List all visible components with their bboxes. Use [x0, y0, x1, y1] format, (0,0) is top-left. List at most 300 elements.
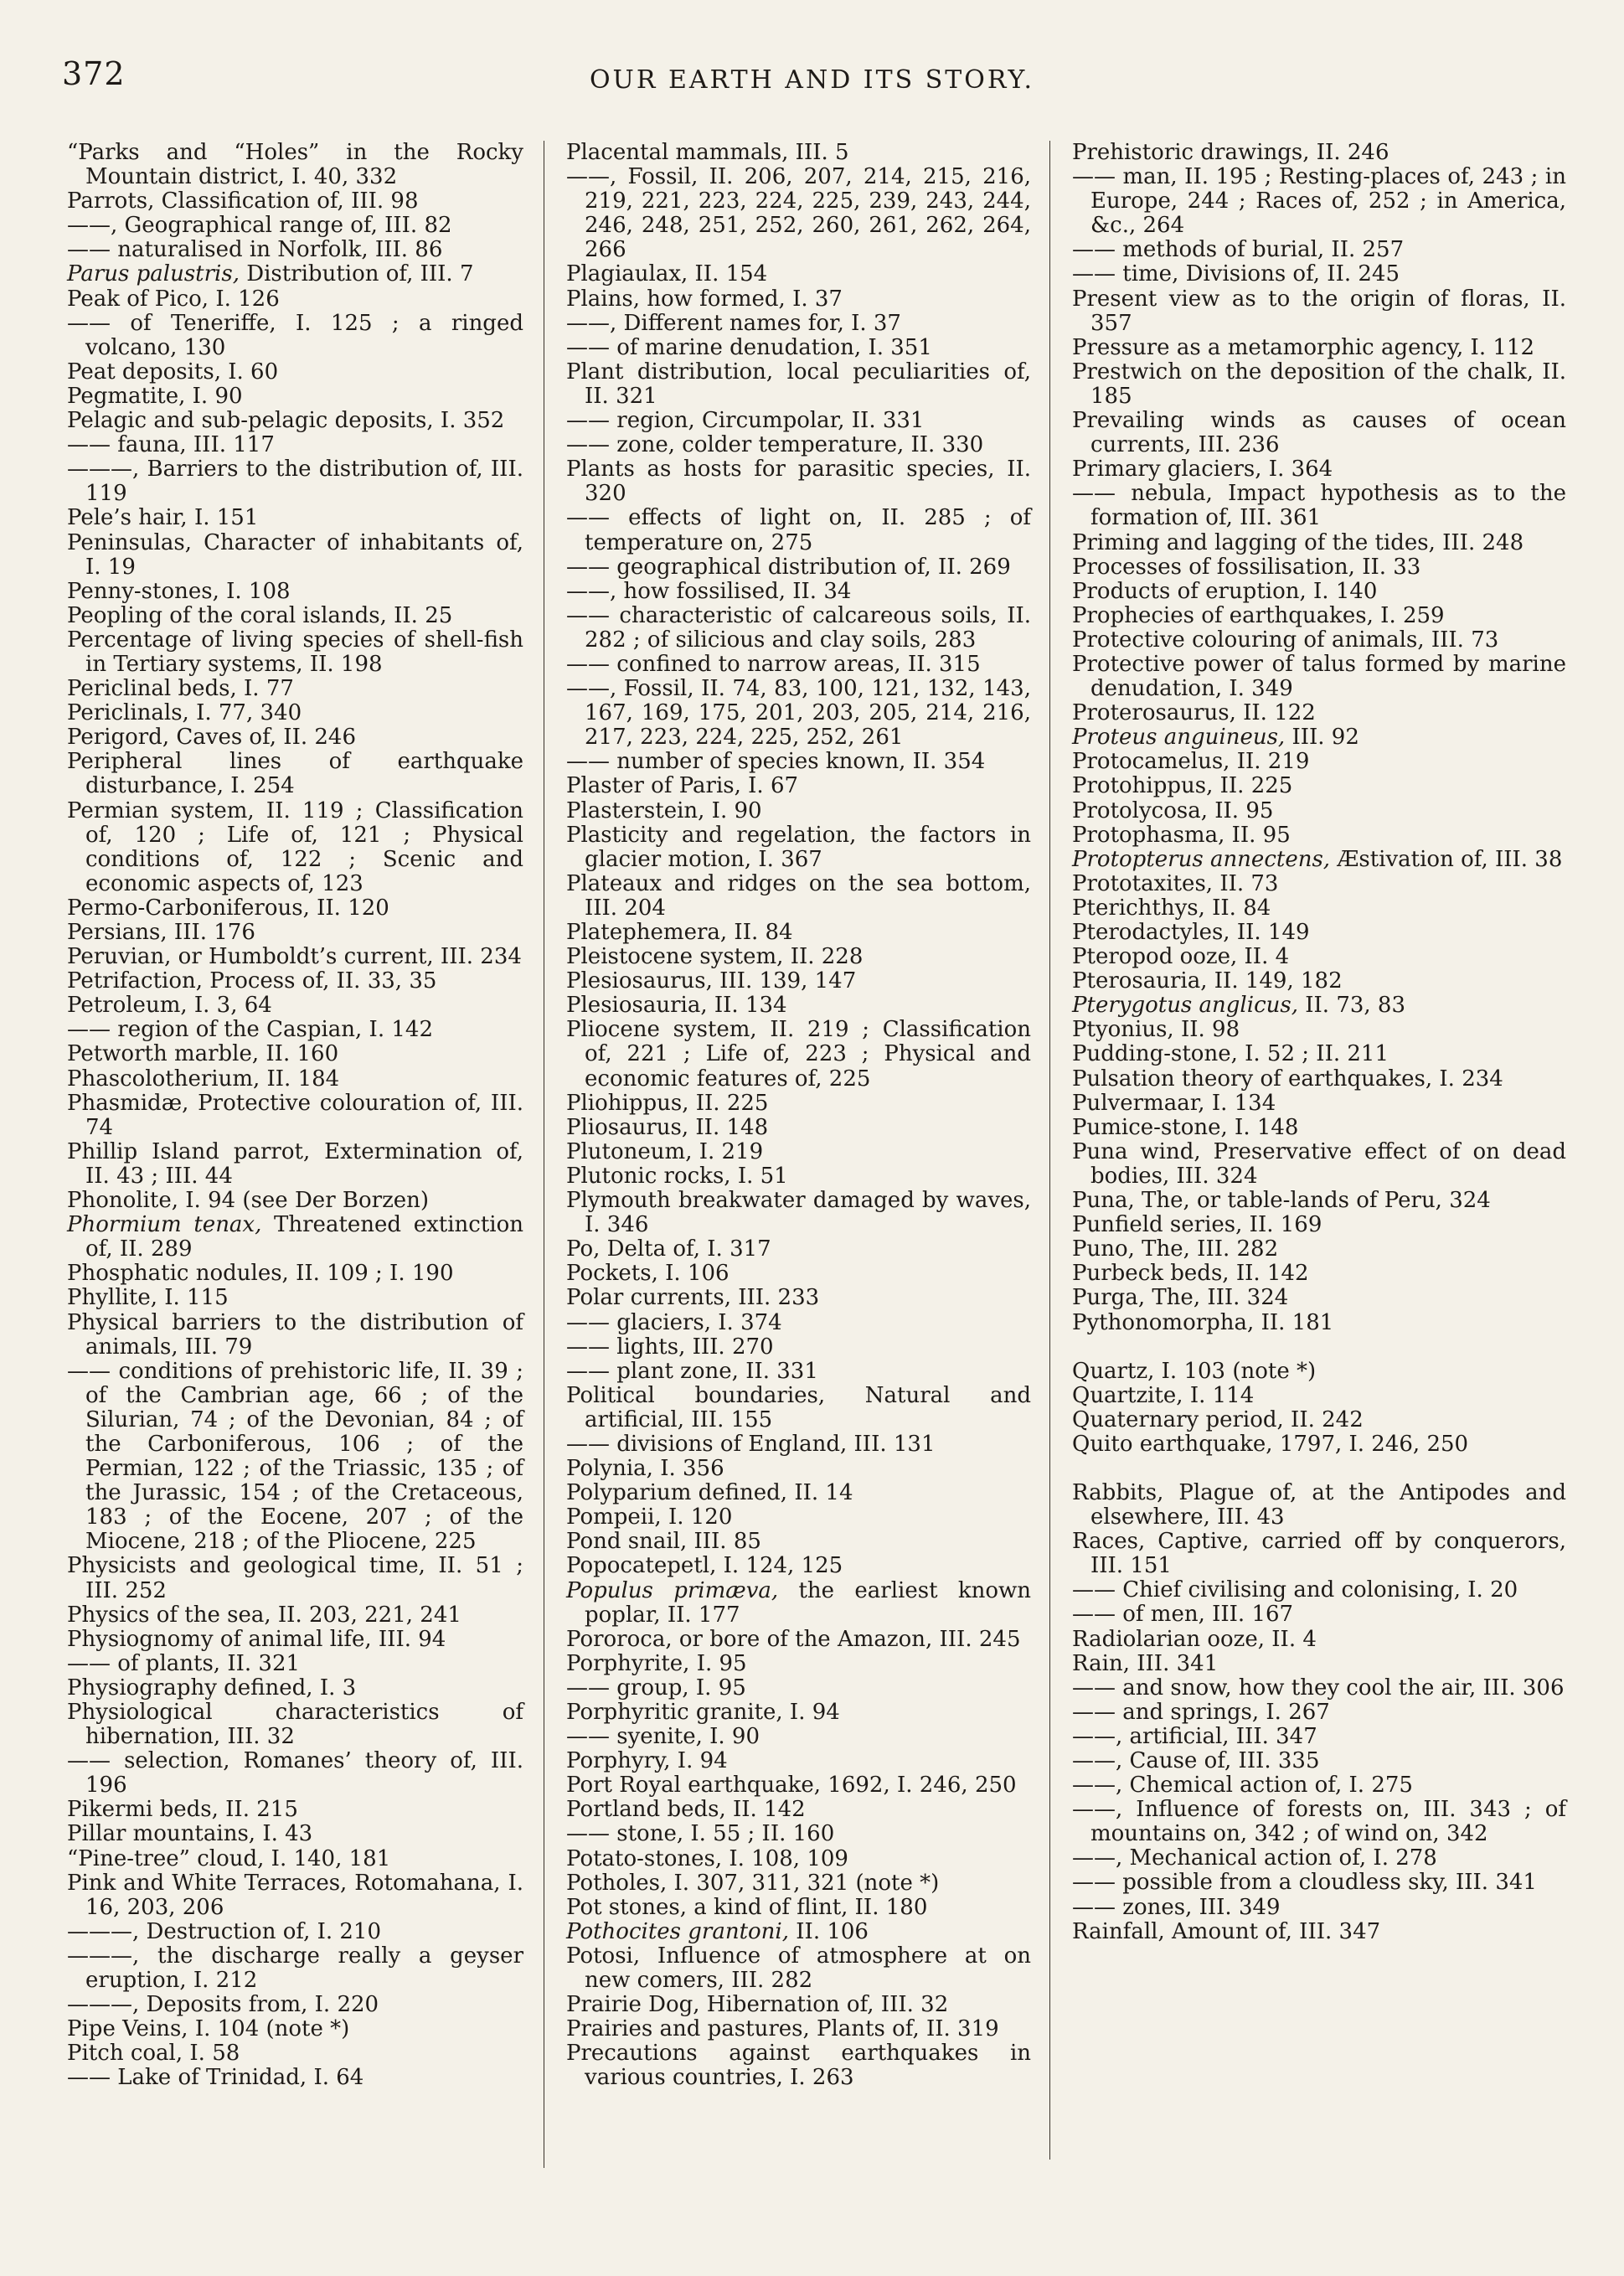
entry-text: Porphyry, I. 94 [566, 1748, 728, 1774]
index-entry [1072, 1311, 1566, 1335]
index-entry [1072, 1846, 1566, 1871]
index-entry [566, 1822, 1031, 1846]
index-entry [566, 409, 1031, 433]
entry-text: Phonolite, I. 94 (see Der Borzen) [67, 1188, 430, 1214]
entry-text: ——, Mechanical action of, I. 278 [1072, 1845, 1437, 1871]
index-entry [67, 921, 523, 945]
index-entry [566, 1116, 1031, 1140]
index-entry [1072, 336, 1566, 360]
entry-text: Potosi, Influence of atmosphere at on new comers, III. 282 [566, 1943, 1031, 1994]
entry-text: Polar currents, III. 233 [566, 1285, 820, 1311]
index-entry [1072, 580, 1566, 604]
entry-text: —— and springs, I. 267 [1072, 1699, 1330, 1725]
index-entry [1072, 1092, 1566, 1116]
index-entry [1072, 896, 1566, 921]
entry-text: —— Lake of Trinidad, I. 64 [67, 2065, 364, 2091]
index-entry [566, 2041, 1031, 2090]
index-entry [1072, 993, 1566, 1018]
index-entry [67, 384, 523, 409]
entry-text: Phillip Island parrot, Extermination of, II. 43 ; III. 44 [67, 1138, 523, 1189]
entry-text: Peninsulas, Character of inhabitants of, I. 19 [67, 529, 523, 580]
entry-text: III. 92 [1285, 725, 1359, 751]
entry-text: Puna, The, or table-lands of Peru, 324 [1072, 1188, 1491, 1214]
entry-text: ——, Influence of forests on, III. 343 ; of mountains on, 342 ; of wind on, 342 [1072, 1797, 1566, 1847]
index-entry [67, 189, 523, 214]
index-entry [566, 1262, 1031, 1286]
index-entry [566, 1189, 1031, 1237]
index-entry [566, 360, 1031, 409]
entry-text: —— selection, Romanes’ theory of, III. 196 [67, 1748, 523, 1799]
entry-text: —— naturalised in Norfolk, III. 86 [67, 237, 443, 263]
index-entry [1072, 628, 1566, 653]
index-entry [67, 1262, 523, 1286]
entry-text: Present view as to the origin of floras, II. 357 [1072, 286, 1566, 336]
entry-text: Proterosaurus, II. 122 [1072, 700, 1316, 726]
index-entry [67, 360, 523, 384]
index-entry [566, 1018, 1031, 1091]
entry-text: Physics of the sea, II. 203, 221, 241 [67, 1602, 461, 1628]
index-entry [566, 1554, 1031, 1578]
entry-text: Quartzite, I. 114 [1072, 1382, 1255, 1408]
entry-text: —— lights, III. 270 [566, 1334, 774, 1360]
index-entry [1072, 1262, 1566, 1286]
entry-text: Purbeck beds, II. 142 [1072, 1261, 1309, 1287]
entry-text: —— of men, III. 167 [1072, 1602, 1294, 1628]
index-entry [67, 457, 523, 506]
index-entry [566, 653, 1031, 677]
entry-text: —— region, Circumpolar, II. 331 [566, 408, 925, 434]
index-entry [67, 1871, 523, 1920]
index-entry [566, 165, 1031, 262]
page-number: 372 [62, 55, 126, 92]
index-entry [566, 1360, 1031, 1384]
index-entry [566, 1701, 1031, 1725]
entry-text: Physicists and geological time, II. 51 ; III. 252 [67, 1553, 523, 1603]
index-entry [1072, 774, 1566, 798]
index-entry [67, 580, 523, 604]
entry-text: —— stone, I. 55 ; II. 160 [566, 1821, 835, 1847]
entry-text: Quito earthquake, 1797, I. 246, 250 [1072, 1431, 1469, 1457]
index-entry [1072, 1042, 1566, 1066]
index-entry [1072, 262, 1566, 286]
entry-text: —— syenite, I. 90 [566, 1724, 760, 1750]
entry-text: ——, Fossil, II. 206, 207, 214, 215, 216, 219, 221, 223, 224, 225, 239, 243, 244, 246, 248, 251, 252, 260, 261, 262, 264, 266 [566, 164, 1031, 263]
index-entry [67, 677, 523, 701]
entry-text: Petroleum, I. 3, 64 [67, 993, 272, 1019]
index-entry [1072, 1360, 1566, 1384]
index-entry [1072, 1920, 1566, 1944]
index-entry [566, 969, 1031, 993]
entry-text: Protophasma, II. 95 [1072, 822, 1291, 848]
entry-text: Protective colouring of animals, III. 73 [1072, 627, 1499, 653]
index-entry [566, 1311, 1031, 1335]
index-entry [1072, 872, 1566, 896]
index-entry [1072, 1652, 1566, 1676]
index-entry [67, 1847, 523, 1871]
entry-text: —— methods of burial, II. 257 [1072, 237, 1405, 263]
entry-text: Pink and White Terraces, Rotomahana, I. 16, 203, 206 [67, 1870, 523, 1920]
index-entry [566, 1725, 1031, 1749]
entry-text: —— conditions of prehistoric life, II. 39 ; of the Cambrian age, 66 ; of the Silurian, 74 ; of the Devonian, 84 ; of the Carboniferous, 106 ; of the Permian, 122 ; of the Triassic, 135 ; of the Jurassic, 154 ; of the Cretaceous, 183 ; of the Eocene, 207 ; of the Miocene, 218 ; of the Pliocene, 225 [67, 1358, 523, 1555]
entry-text: Protocamelus, II. 219 [1072, 749, 1310, 775]
index-entry [1072, 1237, 1566, 1262]
index-entry [566, 1652, 1031, 1676]
index-entry [566, 1457, 1031, 1481]
entry-italic-term: Pothocites grantoni, [566, 1918, 790, 1944]
entry-text: ——, artificial, III. 347 [1072, 1723, 1317, 1749]
entry-text: ———, Deposits from, I. 220 [67, 1992, 379, 2018]
index-entry [566, 799, 1031, 823]
entry-text: Polyparium defined, II. 14 [566, 1480, 853, 1506]
index-entry [67, 1944, 523, 1993]
index-column-1 [67, 141, 523, 2091]
entry-text: Pillar mountains, I. 43 [67, 1821, 313, 1847]
entry-text: ——, Chemical action of, I. 275 [1072, 1773, 1413, 1799]
entry-text: Prehistoric drawings, II. 246 [1072, 140, 1389, 165]
entry-text: Pressure as a metamorphic agency, I. 112 [1072, 334, 1534, 360]
entry-text: Peat deposits, I. 60 [67, 359, 279, 384]
index-entry [566, 1384, 1031, 1432]
index-entry [1072, 1189, 1566, 1213]
index-entry [67, 1822, 523, 1846]
index-entry [1072, 1140, 1566, 1189]
entry-text: the earliest known poplar, II. 177 [585, 1577, 1031, 1628]
index-entry [566, 604, 1031, 653]
entry-text: Prototaxites, II. 73 [1072, 870, 1279, 896]
index-column-2 [566, 141, 1031, 2091]
index-entry [566, 287, 1031, 312]
entry-text: Persians, III. 176 [67, 920, 255, 945]
entry-text: Petrifaction, Process of, II. 33, 35 [67, 968, 437, 994]
entry-text: Prevailing winds as causes of ocean currents, III. 236 [1072, 408, 1566, 458]
entry-text: —— effects of light on, II. 285 ; of temperature on, 275 [566, 505, 1031, 555]
index-entry [566, 506, 1031, 555]
index-entry [1072, 921, 1566, 945]
index-entry [1072, 1602, 1566, 1627]
entry-text: II. 106 [789, 1918, 869, 1944]
index-entry [1072, 799, 1566, 823]
index-entry [1072, 701, 1566, 725]
entry-text: ——, Geographical range of, III. 82 [67, 213, 452, 239]
entry-text: Prairie Dog, Hibernation of, III. 32 [566, 1992, 949, 2018]
index-entry [1072, 750, 1566, 774]
index-entry [1072, 409, 1566, 457]
entry-text: —— of plants, II. 321 [67, 1650, 301, 1676]
index-entry [67, 433, 523, 457]
entry-text: Phascolotherium, II. 184 [67, 1066, 340, 1092]
entry-text: Precautions against earthquakes in various countries, I. 263 [566, 2041, 1031, 2091]
entry-text: Products of eruption, I. 140 [1072, 578, 1378, 604]
index-entry [1072, 1896, 1566, 1920]
entry-text: Pockets, I. 106 [566, 1261, 730, 1287]
entry-text: Popocatepetl, I. 124, 125 [566, 1553, 843, 1579]
index-entry [1072, 1018, 1566, 1042]
entry-text: Prairies and pastures, Plants of, II. 319 [566, 2016, 999, 2042]
entry-text: Pulsation theory of earthquakes, I. 234 [1072, 1066, 1503, 1092]
entry-text: Pythonomorpha, II. 181 [1072, 1309, 1334, 1335]
index-entry [67, 1018, 523, 1042]
entry-text: Phyllite, I. 115 [67, 1285, 229, 1311]
index-entry [566, 1749, 1031, 1773]
index-entry [1072, 531, 1566, 555]
index-entry [566, 1798, 1031, 1822]
index-entry [67, 725, 523, 750]
index-entry [1072, 360, 1566, 409]
entry-text: Pterosauria, II. 149, 182 [1072, 968, 1343, 994]
entry-text: Pliocene system, II. 219 ; Classification of, 221 ; Life of, 223 ; Physical and economic features of, 225 [566, 1017, 1031, 1092]
index-entry [1072, 1384, 1566, 1408]
entry-text: ———, the discharge really a geyser eruption, I. 212 [67, 1943, 523, 1994]
index-entry [566, 433, 1031, 457]
entry-text: —— region of the Caspian, I. 142 [67, 1017, 433, 1043]
entry-text: —— possible from a cloudless sky, III. 341 [1072, 1870, 1537, 1896]
entry-text: Permo-Carboniferous, II. 120 [67, 895, 389, 921]
entry-text: Porphyritic granite, I. 94 [566, 1700, 840, 1725]
entry-text: —— geographical distribution of, II. 269 [566, 554, 1011, 580]
entry-text: —— time, Divisions of, II. 245 [1072, 261, 1400, 287]
entry-text: Phosphatic nodules, II. 109 ; I. 190 [67, 1261, 454, 1287]
index-entry [566, 1164, 1031, 1189]
entry-italic-term: Parus palustris, [67, 261, 240, 287]
entry-text: Pliohippus, II. 225 [566, 1090, 769, 1116]
entry-text: Protolycosa, II. 95 [1072, 797, 1274, 823]
index-entry [67, 1676, 523, 1701]
index-entry [67, 628, 523, 677]
index-entry [566, 312, 1031, 336]
index-entry [67, 1311, 523, 1360]
index-entry [566, 750, 1031, 774]
index-entry [67, 1628, 523, 1652]
entry-text: Quaternary period, II. 242 [1072, 1406, 1364, 1432]
entry-text: —— number of species known, II. 354 [566, 749, 986, 775]
entry-text: Pulvermaar, I. 134 [1072, 1090, 1276, 1116]
entry-text: Primary glaciers, I. 364 [1072, 457, 1333, 483]
index-entry [67, 2041, 523, 2066]
index-entry [67, 141, 523, 189]
entry-text: Plymouth breakwater damaged by waves, I. 346 [566, 1188, 1031, 1238]
index-entry [67, 2017, 523, 2041]
entry-text: —— of Teneriffe, I. 125 ; a ringed volcano, 130 [67, 310, 523, 360]
index-entry [67, 604, 523, 628]
index-entry [566, 457, 1031, 506]
index-entry [1072, 1701, 1566, 1725]
entry-text: —— divisions of England, III. 131 [566, 1431, 936, 1457]
entry-text: Placental mammals, III. 5 [566, 140, 849, 165]
index-entry [67, 262, 523, 286]
index-entry [67, 1042, 523, 1066]
entry-text: Plaster of Paris, I. 67 [566, 773, 799, 799]
index-entry [566, 993, 1031, 1018]
index-entry [566, 1432, 1031, 1457]
index-entry [566, 1896, 1031, 1920]
entry-text: Peripheral lines of earthquake disturbance, I. 254 [67, 749, 523, 799]
index-entry [1072, 1530, 1566, 1578]
entry-text: Political boundaries, Natural and artificial, III. 155 [566, 1382, 1031, 1432]
index-entry [67, 799, 523, 896]
index-entry [67, 1993, 523, 2017]
entry-text: Platephemera, II. 84 [566, 920, 793, 945]
entry-text: Prophecies of earthquakes, I. 259 [1072, 602, 1445, 628]
index-entry [566, 1237, 1031, 1262]
entry-text: —— characteristic of calcareous soils, II. 282 ; of silicious and clay soils, 283 [566, 602, 1031, 653]
entry-text: Plasterstein, I. 90 [566, 797, 762, 823]
entry-text: Phasmidæ, Protective colouration of, III. 74 [67, 1090, 523, 1140]
entry-text: Radiolarian ooze, II. 4 [1072, 1626, 1317, 1652]
index-entry [1072, 165, 1566, 238]
entry-italic-term: Populus primæva, [566, 1577, 779, 1603]
entry-text: —— of marine denudation, I. 351 [566, 334, 932, 360]
entry-italic-term: Protopterus annectens, [1072, 846, 1331, 872]
entry-text: Percentage of living species of shell-fish in Tertiary systems, II. 198 [67, 627, 523, 677]
index-entry [566, 1944, 1031, 1993]
entry-text: Pompeii, I. 120 [566, 1504, 733, 1530]
index-entry [566, 823, 1031, 872]
index-entry [67, 506, 523, 530]
index-entry [566, 336, 1031, 360]
entry-text: ——, Different names for, I. 37 [566, 310, 901, 336]
index-entry [1072, 1213, 1566, 1237]
entry-text: Ptyonius, II. 98 [1072, 1017, 1240, 1043]
entry-italic-term: Proteus anguineus, [1072, 725, 1286, 751]
index-column-3 [1072, 141, 1566, 1944]
entry-text: Potato-stones, I. 108, 109 [566, 1845, 848, 1871]
index-entry [1072, 823, 1566, 848]
index-entry [566, 1092, 1031, 1116]
entry-text: —— glaciers, I. 374 [566, 1309, 782, 1335]
column-divider [1049, 141, 1050, 2160]
entry-text: Plateaux and ridges on the sea bottom, III. 204 [566, 870, 1031, 921]
entry-text: Petworth marble, II. 160 [67, 1041, 339, 1067]
index-entry [566, 1920, 1031, 1944]
index-entry [1072, 848, 1566, 872]
index-entry [67, 1286, 523, 1310]
index-entry [1072, 287, 1566, 336]
index-entry [1072, 1067, 1566, 1092]
index-entry [566, 580, 1031, 604]
entry-text: Port Royal earthquake, 1692, I. 246, 250 [566, 1773, 1017, 1799]
index-entry [67, 312, 523, 360]
index-entry [566, 1676, 1031, 1701]
entry-text: Physiography defined, I. 3 [67, 1675, 357, 1701]
entry-italic-term: Pterygotus anglicus, [1072, 993, 1298, 1019]
index-entry [67, 409, 523, 433]
index-entry [566, 262, 1031, 286]
index-entry [67, 1189, 523, 1213]
entry-text: Rain, III. 341 [1072, 1650, 1219, 1676]
entry-text: Rabbits, Plague of, at the Antipodes and elsewhere, III. 43 [1072, 1479, 1566, 1530]
entry-text: Distribution of, III. 7 [239, 261, 474, 287]
entry-text: Races, Captive, carried off by conquerors, III. 151 [1072, 1529, 1566, 1579]
index-entry [1072, 1628, 1566, 1652]
entry-text: Pegmatite, I. 90 [67, 383, 243, 409]
index-entry [566, 1773, 1031, 1798]
entry-text: —— zone, colder temperature, II. 330 [566, 432, 984, 458]
entry-text: Perigord, Caves of, II. 246 [67, 725, 357, 751]
entry-text: Potholes, I. 307, 311, 321 (note *) [566, 1870, 940, 1896]
index-entry [1072, 457, 1566, 482]
index-entry [566, 1871, 1031, 1896]
index-entry [1072, 1408, 1566, 1432]
entry-text: —— and snow, how they cool the air, III. 306 [1072, 1675, 1565, 1701]
index-entry [67, 945, 523, 969]
entry-text: Pipe Veins, I. 104 (note *) [67, 2016, 350, 2042]
entry-text: Plant distribution, local peculiarities of, II. 321 [566, 359, 1031, 409]
index-entry [566, 2017, 1031, 2041]
index-entry [1072, 1798, 1566, 1846]
entry-text: Physiognomy of animal life, III. 94 [67, 1626, 446, 1652]
index-entry [1072, 1432, 1566, 1457]
entry-text: Portland beds, II. 142 [566, 1797, 806, 1823]
index-entry [566, 1847, 1031, 1871]
entry-text: Processes of fossilisation, II. 33 [1072, 554, 1421, 580]
index-entry [1072, 1481, 1566, 1530]
entry-text: Plutoneum, I. 219 [566, 1138, 764, 1164]
index-entry [566, 1628, 1031, 1652]
index-entry [1072, 555, 1566, 580]
index-entry [67, 1092, 523, 1140]
entry-text: Punfield series, II. 169 [1072, 1212, 1322, 1238]
entry-text: Protective power of talus formed by marine denudation, I. 349 [1072, 651, 1566, 702]
index-entry [1072, 969, 1566, 993]
entry-text: Pitch coal, I. 58 [67, 2041, 240, 2067]
entry-text: Pikermi beds, II. 215 [67, 1797, 298, 1823]
entry-text: Pterichthys, II. 84 [1072, 895, 1271, 921]
entry-text: Pleistocene system, II. 228 [566, 944, 864, 970]
entry-text: Quartz, I. 103 (note *) [1072, 1358, 1317, 1384]
index-entry [67, 1360, 523, 1555]
entry-text: Plesiosaurus, III. 139, 147 [566, 968, 857, 994]
entry-text: Plagiaulax, II. 154 [566, 261, 768, 287]
entry-text: —— Chief civilising and colonising, I. 20 [1072, 1577, 1518, 1603]
entry-text: Threatened extinction of, II. 289 [85, 1212, 524, 1262]
entry-text: Pudding-stone, I. 52 ; II. 211 [1072, 1041, 1389, 1067]
entry-text: Plasticity and regelation, the factors in glacier motion, I. 367 [566, 822, 1031, 872]
entry-text: ——, Cause of, III. 335 [1072, 1748, 1320, 1773]
index-entry [67, 1213, 523, 1262]
index-entry [1072, 1773, 1566, 1798]
entry-text: Prestwich on the deposition of the chalk, II. 185 [1072, 359, 1566, 409]
index-entry [566, 945, 1031, 969]
entry-text: Rainfall, Amount of, III. 347 [1072, 1918, 1381, 1944]
index-entry [1072, 653, 1566, 701]
index-entry [67, 1920, 523, 1944]
entry-text: —— zones, III. 349 [1072, 1894, 1281, 1920]
entry-text: Porphyrite, I. 95 [566, 1650, 747, 1676]
running-title: OUR EARTH AND ITS STORY. [589, 65, 1035, 95]
index-entry [566, 1481, 1031, 1505]
entry-text: Puna wind, Preservative effect of on dead bodies, III. 324 [1072, 1138, 1566, 1189]
index-entry [1072, 141, 1566, 165]
index-entry [1072, 1286, 1566, 1310]
entry-text: “Parks and “Holes” in the Rocky Mountain district, I. 40, 332 [67, 140, 523, 190]
index-entry [1072, 238, 1566, 262]
entry-text: Pliosaurus, II. 148 [566, 1114, 769, 1140]
entry-text: Pororoca, or bore of the Amazon, III. 245 [566, 1626, 1021, 1652]
entry-text: —— man, II. 195 ; Resting-places of, 243 ; in Europe, 244 ; Races of, 252 ; in America, &c., 264 [1072, 164, 1566, 239]
index-entry [67, 287, 523, 312]
entry-italic-term: Phormium tenax, [67, 1212, 262, 1238]
index-entry [566, 1993, 1031, 2017]
entry-text: ——, Fossil, II. 74, 83, 100, 121, 132, 143, 167, 169, 175, 201, 203, 205, 214, 216, 217, 223, 224, 225, 252, 261 [566, 676, 1031, 751]
entry-text: Plesiosauria, II. 134 [566, 993, 787, 1019]
entry-text: Po, Delta of, I. 317 [566, 1236, 771, 1262]
entry-text: Pteropod ooze, II. 4 [1072, 944, 1290, 970]
index-entry [566, 141, 1031, 165]
entry-text: Protohippus, II. 225 [1072, 773, 1293, 799]
entry-text: Physical barriers to the distribution of animals, III. 79 [67, 1309, 523, 1360]
entry-text: Penny-stones, I. 108 [67, 578, 291, 604]
index-entry [1072, 945, 1566, 969]
